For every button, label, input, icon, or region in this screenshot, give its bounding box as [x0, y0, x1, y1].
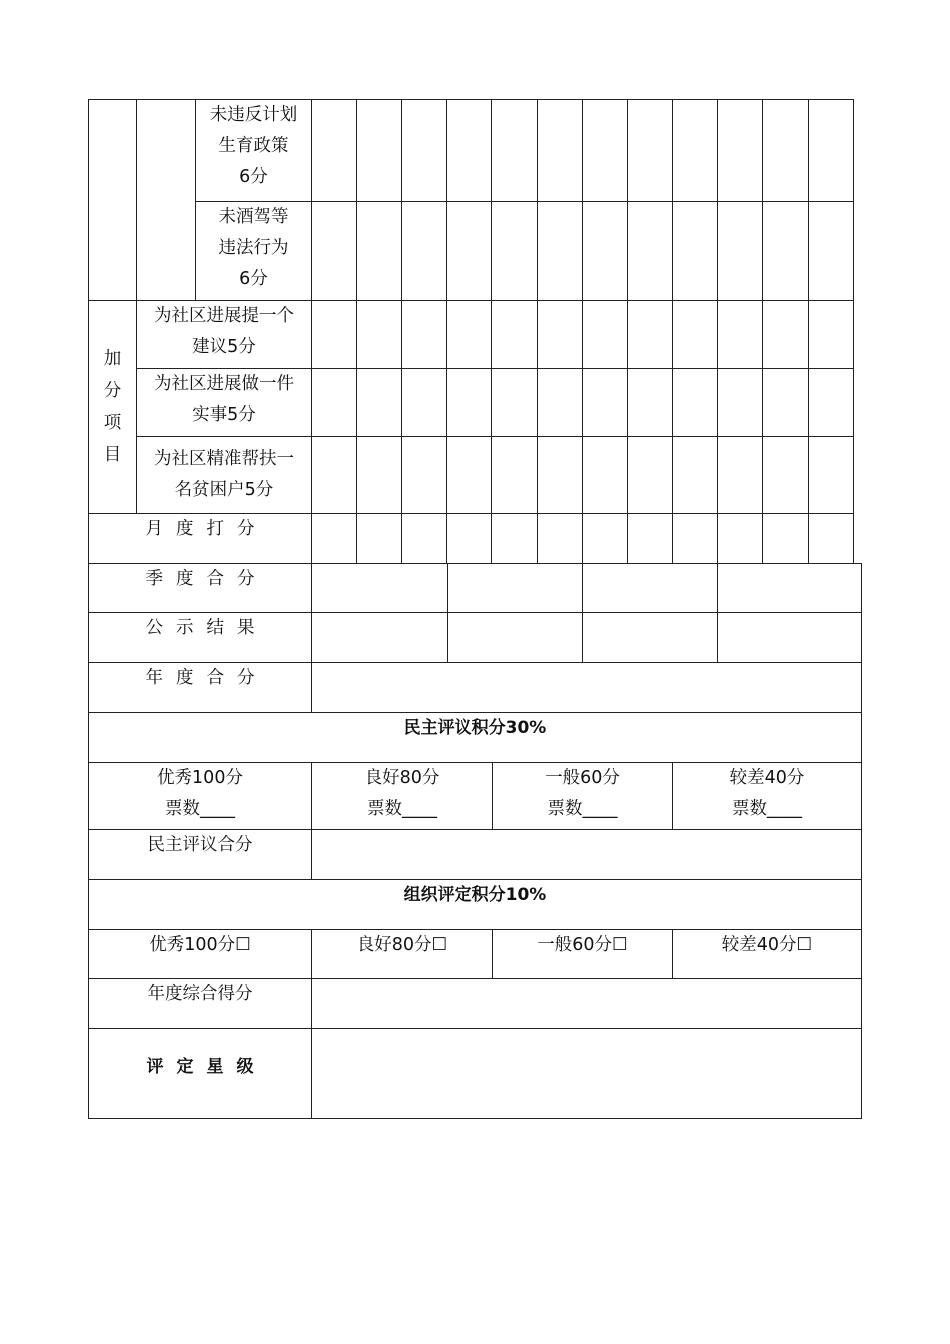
bonus-poverty-aid-month-1-cell[interactable]	[311, 436, 357, 514]
no-drunk-driving-month-11-cell[interactable]	[762, 201, 809, 301]
bonus-poverty-aid-month-5-cell[interactable]	[491, 436, 538, 514]
bonus-item-line: 为社区进展提一个	[154, 306, 294, 326]
bonus-poverty-aid-month-2-cell[interactable]	[356, 436, 402, 514]
votes-field[interactable]: 票数____	[732, 799, 802, 819]
bonus-poverty-aid-month-11-cell[interactable]	[762, 436, 809, 514]
public-result-q2-cell[interactable]	[447, 612, 583, 663]
organization-option-text: 一般60分☐	[537, 935, 628, 955]
bonus-suggestion-month-11-cell[interactable]	[762, 300, 809, 369]
monthly-score-text: 月度打分	[145, 519, 268, 539]
monthly-score-label	[88, 513, 312, 564]
bonus-poverty-aid-month-4-cell[interactable]	[446, 436, 492, 514]
organization-option-text: 优秀100分☐	[149, 935, 251, 955]
family-planning-month-1-cell[interactable]	[311, 99, 357, 202]
no-drunk-driving-month-4-cell[interactable]	[446, 201, 492, 301]
bonus-deed-month-7-cell[interactable]	[582, 368, 628, 437]
monthly-score-month-2-cell[interactable]	[356, 513, 402, 564]
bonus-deed-month-9-cell[interactable]	[672, 368, 718, 437]
public-result-q1-cell[interactable]	[311, 612, 448, 663]
bonus-poverty-aid-month-10-cell[interactable]	[717, 436, 763, 514]
bonus-item-poverty-aid	[136, 436, 312, 514]
no-drunk-driving-month-6-cell[interactable]	[537, 201, 583, 301]
democratic-option-excellent	[88, 762, 312, 830]
star-rating-text: 评定星级	[146, 1057, 267, 1077]
bonus-poverty-aid-month-12-cell[interactable]	[808, 436, 854, 514]
organization-option-text: 较差40分☐	[721, 935, 813, 955]
bonus-suggestion-month-8-cell[interactable]	[627, 300, 673, 369]
organization-option-excellent[interactable]	[88, 929, 312, 979]
bonus-item-line: 名贫困户5分	[174, 480, 274, 500]
organization-option-text: 良好80分☐	[356, 935, 448, 955]
grade-text: 良好80分	[364, 768, 440, 788]
bonus-item-line: 为社区进展做一件	[154, 374, 294, 394]
democratic-option-poor	[672, 762, 862, 830]
no-drunk-driving-month-12-cell[interactable]	[808, 201, 854, 301]
bonus-item-line: 实事5分	[192, 405, 256, 425]
score-item-line: 未酒驾等	[218, 207, 289, 227]
democratic-total-text: 民主评议合分	[147, 835, 253, 855]
bonus-item-suggestion	[136, 300, 312, 369]
no-drunk-driving-month-2-cell[interactable]	[356, 201, 402, 301]
annual-overall-value-cell[interactable]	[311, 978, 862, 1029]
quarterly-total-q3-cell[interactable]	[582, 563, 718, 613]
bonus-poverty-aid-month-6-cell[interactable]	[537, 436, 583, 514]
public-result-text: 公示结果	[145, 618, 268, 638]
monthly-score-month-4-cell[interactable]	[446, 513, 492, 564]
annual-overall-text: 年度综合得分	[147, 984, 253, 1004]
family-planning-month-3-cell[interactable]	[401, 99, 447, 202]
no-drunk-driving-month-9-cell[interactable]	[672, 201, 718, 301]
no-drunk-driving-month-10-cell[interactable]	[717, 201, 763, 301]
bonus-deed-month-12-cell[interactable]	[808, 368, 854, 437]
organization-option-average[interactable]	[492, 929, 673, 979]
annual-total-label	[88, 662, 312, 713]
score-item-line: 6分	[239, 167, 268, 187]
votes-field[interactable]: 票数____	[367, 799, 437, 819]
monthly-score-month-7-cell[interactable]	[582, 513, 628, 564]
no-drunk-driving-month-8-cell[interactable]	[627, 201, 673, 301]
bonus-deed-month-5-cell[interactable]	[491, 368, 538, 437]
votes-field[interactable]: 票数____	[165, 799, 235, 819]
bonus-suggestion-month-9-cell[interactable]	[672, 300, 718, 369]
public-result-q4-cell[interactable]	[717, 612, 862, 663]
bonus-suggestion-month-2-cell[interactable]	[356, 300, 402, 369]
monthly-score-month-12-cell[interactable]	[808, 513, 854, 564]
monthly-score-month-11-cell[interactable]	[762, 513, 809, 564]
category-column-blank-2	[136, 99, 196, 301]
annual-total-value-cell[interactable]	[311, 662, 862, 713]
monthly-score-month-3-cell[interactable]	[401, 513, 447, 564]
organization-review-title-text: 组织评定积分10%	[403, 885, 547, 905]
annual-total-text: 年度合分	[145, 668, 268, 688]
organization-option-poor[interactable]	[672, 929, 862, 979]
family-planning-month-9-cell[interactable]	[672, 99, 718, 202]
bonus-deed-month-11-cell[interactable]	[762, 368, 809, 437]
quarterly-total-label	[88, 563, 312, 613]
public-result-label	[88, 612, 312, 663]
bonus-suggestion-month-5-cell[interactable]	[491, 300, 538, 369]
no-drunk-driving-month-5-cell[interactable]	[491, 201, 538, 301]
annual-overall-label	[88, 978, 312, 1029]
no-drunk-driving-month-1-cell[interactable]	[311, 201, 357, 301]
democratic-option-average	[492, 762, 673, 830]
family-planning-month-10-cell[interactable]	[717, 99, 763, 202]
family-planning-month-8-cell[interactable]	[627, 99, 673, 202]
bonus-deed-month-4-cell[interactable]	[446, 368, 492, 437]
democratic-total-label	[88, 829, 312, 880]
quarterly-total-q4-cell[interactable]	[717, 563, 862, 613]
quarterly-total-text: 季度合分	[145, 569, 268, 589]
public-result-q3-cell[interactable]	[582, 612, 718, 663]
bonus-poverty-aid-month-8-cell[interactable]	[627, 436, 673, 514]
score-item-line: 6分	[239, 269, 268, 289]
quarterly-total-q2-cell[interactable]	[447, 563, 583, 613]
family-planning-month-12-cell[interactable]	[808, 99, 854, 202]
bonus-deed-month-10-cell[interactable]	[717, 368, 763, 437]
bonus-suggestion-month-3-cell[interactable]	[401, 300, 447, 369]
bonus-deed-month-8-cell[interactable]	[627, 368, 673, 437]
bonus-deed-month-2-cell[interactable]	[356, 368, 402, 437]
grade-text: 优秀100分	[157, 768, 243, 788]
organization-option-good[interactable]	[311, 929, 493, 979]
votes-field[interactable]: 票数____	[547, 799, 618, 819]
democratic-review-title-text: 民主评议积分30%	[403, 718, 547, 738]
bonus-suggestion-month-6-cell[interactable]	[537, 300, 583, 369]
bonus-suggestion-month-10-cell[interactable]	[717, 300, 763, 369]
grade-text: 较差40分	[729, 768, 805, 788]
bonus-item-practical-deed	[136, 368, 312, 437]
star-rating-label	[88, 1028, 312, 1119]
family-planning-month-2-cell[interactable]	[356, 99, 402, 202]
democratic-option-good	[311, 762, 493, 830]
bonus-item-line: 为社区精准帮扶一	[154, 449, 294, 469]
bonus-poverty-aid-month-3-cell[interactable]	[401, 436, 447, 514]
bonus-suggestion-month-7-cell[interactable]	[582, 300, 628, 369]
bonus-category-text: 加分项目	[103, 349, 122, 465]
quarterly-total-q1-cell[interactable]	[311, 563, 448, 613]
bonus-suggestion-month-12-cell[interactable]	[808, 300, 854, 369]
democratic-total-value-cell[interactable]	[311, 829, 862, 880]
bonus-suggestion-month-4-cell[interactable]	[446, 300, 492, 369]
no-drunk-driving-month-3-cell[interactable]	[401, 201, 447, 301]
score-item-line: 生育政策	[218, 136, 289, 156]
monthly-score-month-1-cell[interactable]	[311, 513, 357, 564]
democratic-review-title	[88, 712, 862, 763]
score-item-line: 违法行为	[218, 238, 289, 258]
bonus-item-line: 建议5分	[192, 337, 256, 357]
category-column-blank-1	[88, 99, 137, 301]
monthly-score-month-9-cell[interactable]	[672, 513, 718, 564]
score-item-family-planning	[195, 99, 312, 202]
family-planning-month-4-cell[interactable]	[446, 99, 492, 202]
score-item-line: 未违反计划	[209, 105, 298, 125]
bonus-deed-month-1-cell[interactable]	[311, 368, 357, 437]
family-planning-month-5-cell[interactable]	[491, 99, 538, 202]
bonus-poverty-aid-month-9-cell[interactable]	[672, 436, 718, 514]
bonus-deed-month-3-cell[interactable]	[401, 368, 447, 437]
no-drunk-driving-month-7-cell[interactable]	[582, 201, 628, 301]
family-planning-month-7-cell[interactable]	[582, 99, 628, 202]
bonus-deed-month-6-cell[interactable]	[537, 368, 583, 437]
score-item-no-drunk-driving	[195, 201, 312, 301]
bonus-suggestion-month-1-cell[interactable]	[311, 300, 357, 369]
star-rating-value-cell[interactable]	[311, 1028, 862, 1119]
monthly-score-month-8-cell[interactable]	[627, 513, 673, 564]
grade-text: 一般60分	[545, 768, 620, 788]
bonus-poverty-aid-month-7-cell[interactable]	[582, 436, 628, 514]
family-planning-month-6-cell[interactable]	[537, 99, 583, 202]
family-planning-month-11-cell[interactable]	[762, 99, 809, 202]
monthly-score-month-5-cell[interactable]	[491, 513, 538, 564]
bonus-category-label	[88, 300, 137, 514]
monthly-score-month-10-cell[interactable]	[717, 513, 763, 564]
organization-review-title	[88, 879, 862, 930]
monthly-score-month-6-cell[interactable]	[537, 513, 583, 564]
